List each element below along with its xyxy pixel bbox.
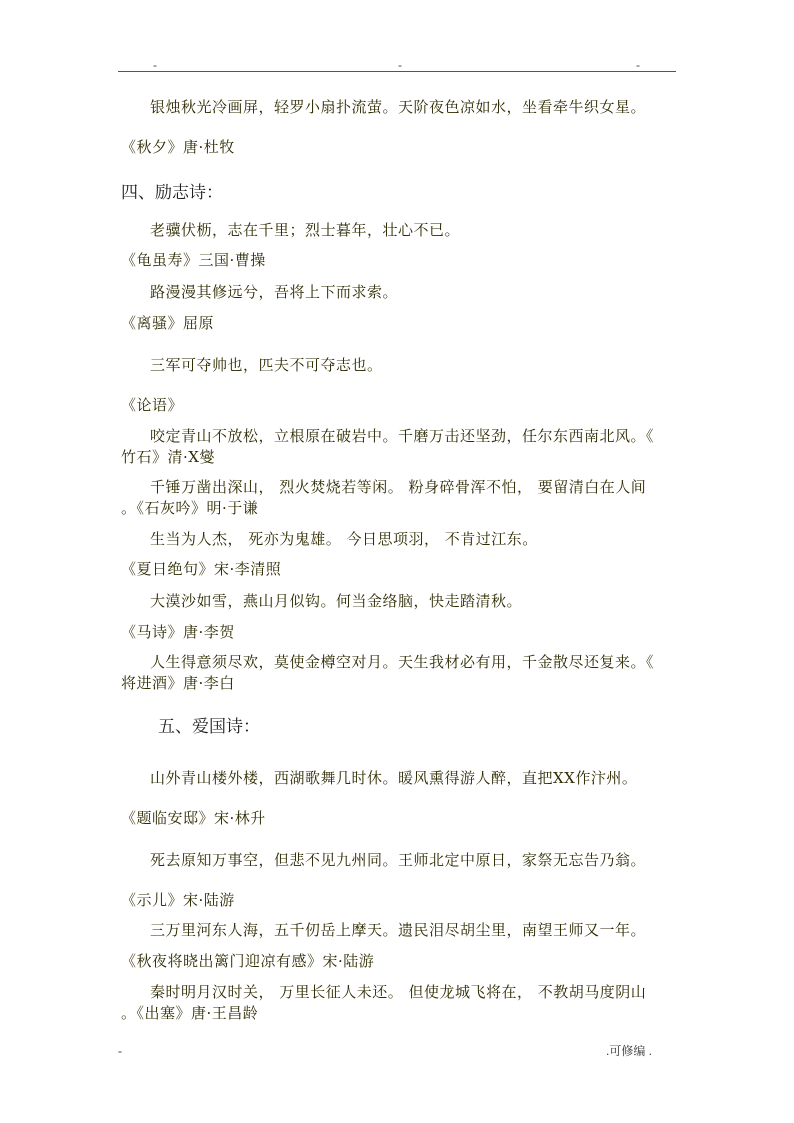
poem-line: 秦时明月汉时关， 万里长征人未还。 但使龙城飞将在， 不教胡马度阴山: [150, 983, 647, 1001]
poem-line: 三万里河东人海，五千仞岳上摩天。遗民泪尽胡尘里，南望王师又一年。: [150, 921, 647, 939]
poem-line: 。《出塞》唐·王昌龄: [121, 1004, 259, 1022]
footer-mark: -: [118, 1044, 122, 1058]
section-title: 四、励志诗：: [121, 183, 223, 202]
poem-source: 《离骚》屈原: [121, 314, 215, 332]
header-mark: -: [398, 58, 402, 72]
poem-source: 《秋夜将晓出篱门迎凉有感》宋·陆游: [121, 952, 375, 970]
footer-label: .可修编 .: [606, 1044, 653, 1058]
poem-line: 银烛秋光冷画屏，轻罗小扇扑流萤。天阶夜色凉如水，坐看牵牛织女星。: [150, 98, 647, 116]
poem-line: 路漫漫其修远兮，吾将上下而求索。: [150, 283, 399, 301]
poem-line: 。《石灰吟》明·于谦: [121, 499, 259, 517]
poem-line: 老骥伏枥，志在千里；烈士暮年，壮心不已。: [150, 221, 461, 239]
poem-source: 《龟虽寿》三国·曹操: [121, 251, 266, 269]
poem-line: 三军可夺帅也，匹夫不可夺志也。: [150, 356, 383, 374]
poem-line: 将进酒》唐·李白: [121, 674, 235, 692]
poem-line: 人生得意须尽欢，莫使金樽空对月。天生我材必有用，千金散尽还复来。《: [150, 653, 655, 671]
poem-line: 千锤万凿出深山， 烈火焚烧若等闲。 粉身碎骨浑不怕， 要留清白在人间: [150, 478, 647, 496]
poem-source: 《论语》: [121, 396, 184, 414]
poem-line: 山外青山楼外楼，西湖歌舞几时休。暖风熏得游人醉，直把XX作汴州。: [150, 769, 638, 787]
poem-line: 大漠沙如雪，燕山月似钩。何当金络脑，快走踏清秋。: [150, 592, 523, 610]
header-rule: [118, 71, 676, 72]
header-mark: -: [636, 58, 640, 72]
poem-line: 咬定青山不放松，立根原在破岩中。千磨万击还坚劲，任尔东西南北风。《: [150, 427, 655, 445]
header-mark: -: [153, 58, 157, 72]
poem-source: 《题临安邸》宋·林升: [121, 809, 266, 827]
section-title: 五、爱国诗：: [158, 717, 260, 736]
poem-line: 生当为人杰， 死亦为鬼雄。 今日思项羽， 不肯过江东。: [150, 530, 538, 548]
poem-source: 《秋夕》唐·杜牧: [121, 138, 235, 156]
poem-source: 《夏日绝句》宋·李清照: [121, 560, 282, 578]
poem-source: 《示儿》宋·陆游: [121, 891, 235, 909]
poem-line: 竹石》清·X燮: [121, 448, 215, 466]
poem-source: 《马诗》唐·李贺: [121, 623, 235, 641]
poem-line: 死去原知万事空，但悲不见九州同。王师北定中原日，家祭无忘告乃翁。: [150, 851, 647, 869]
